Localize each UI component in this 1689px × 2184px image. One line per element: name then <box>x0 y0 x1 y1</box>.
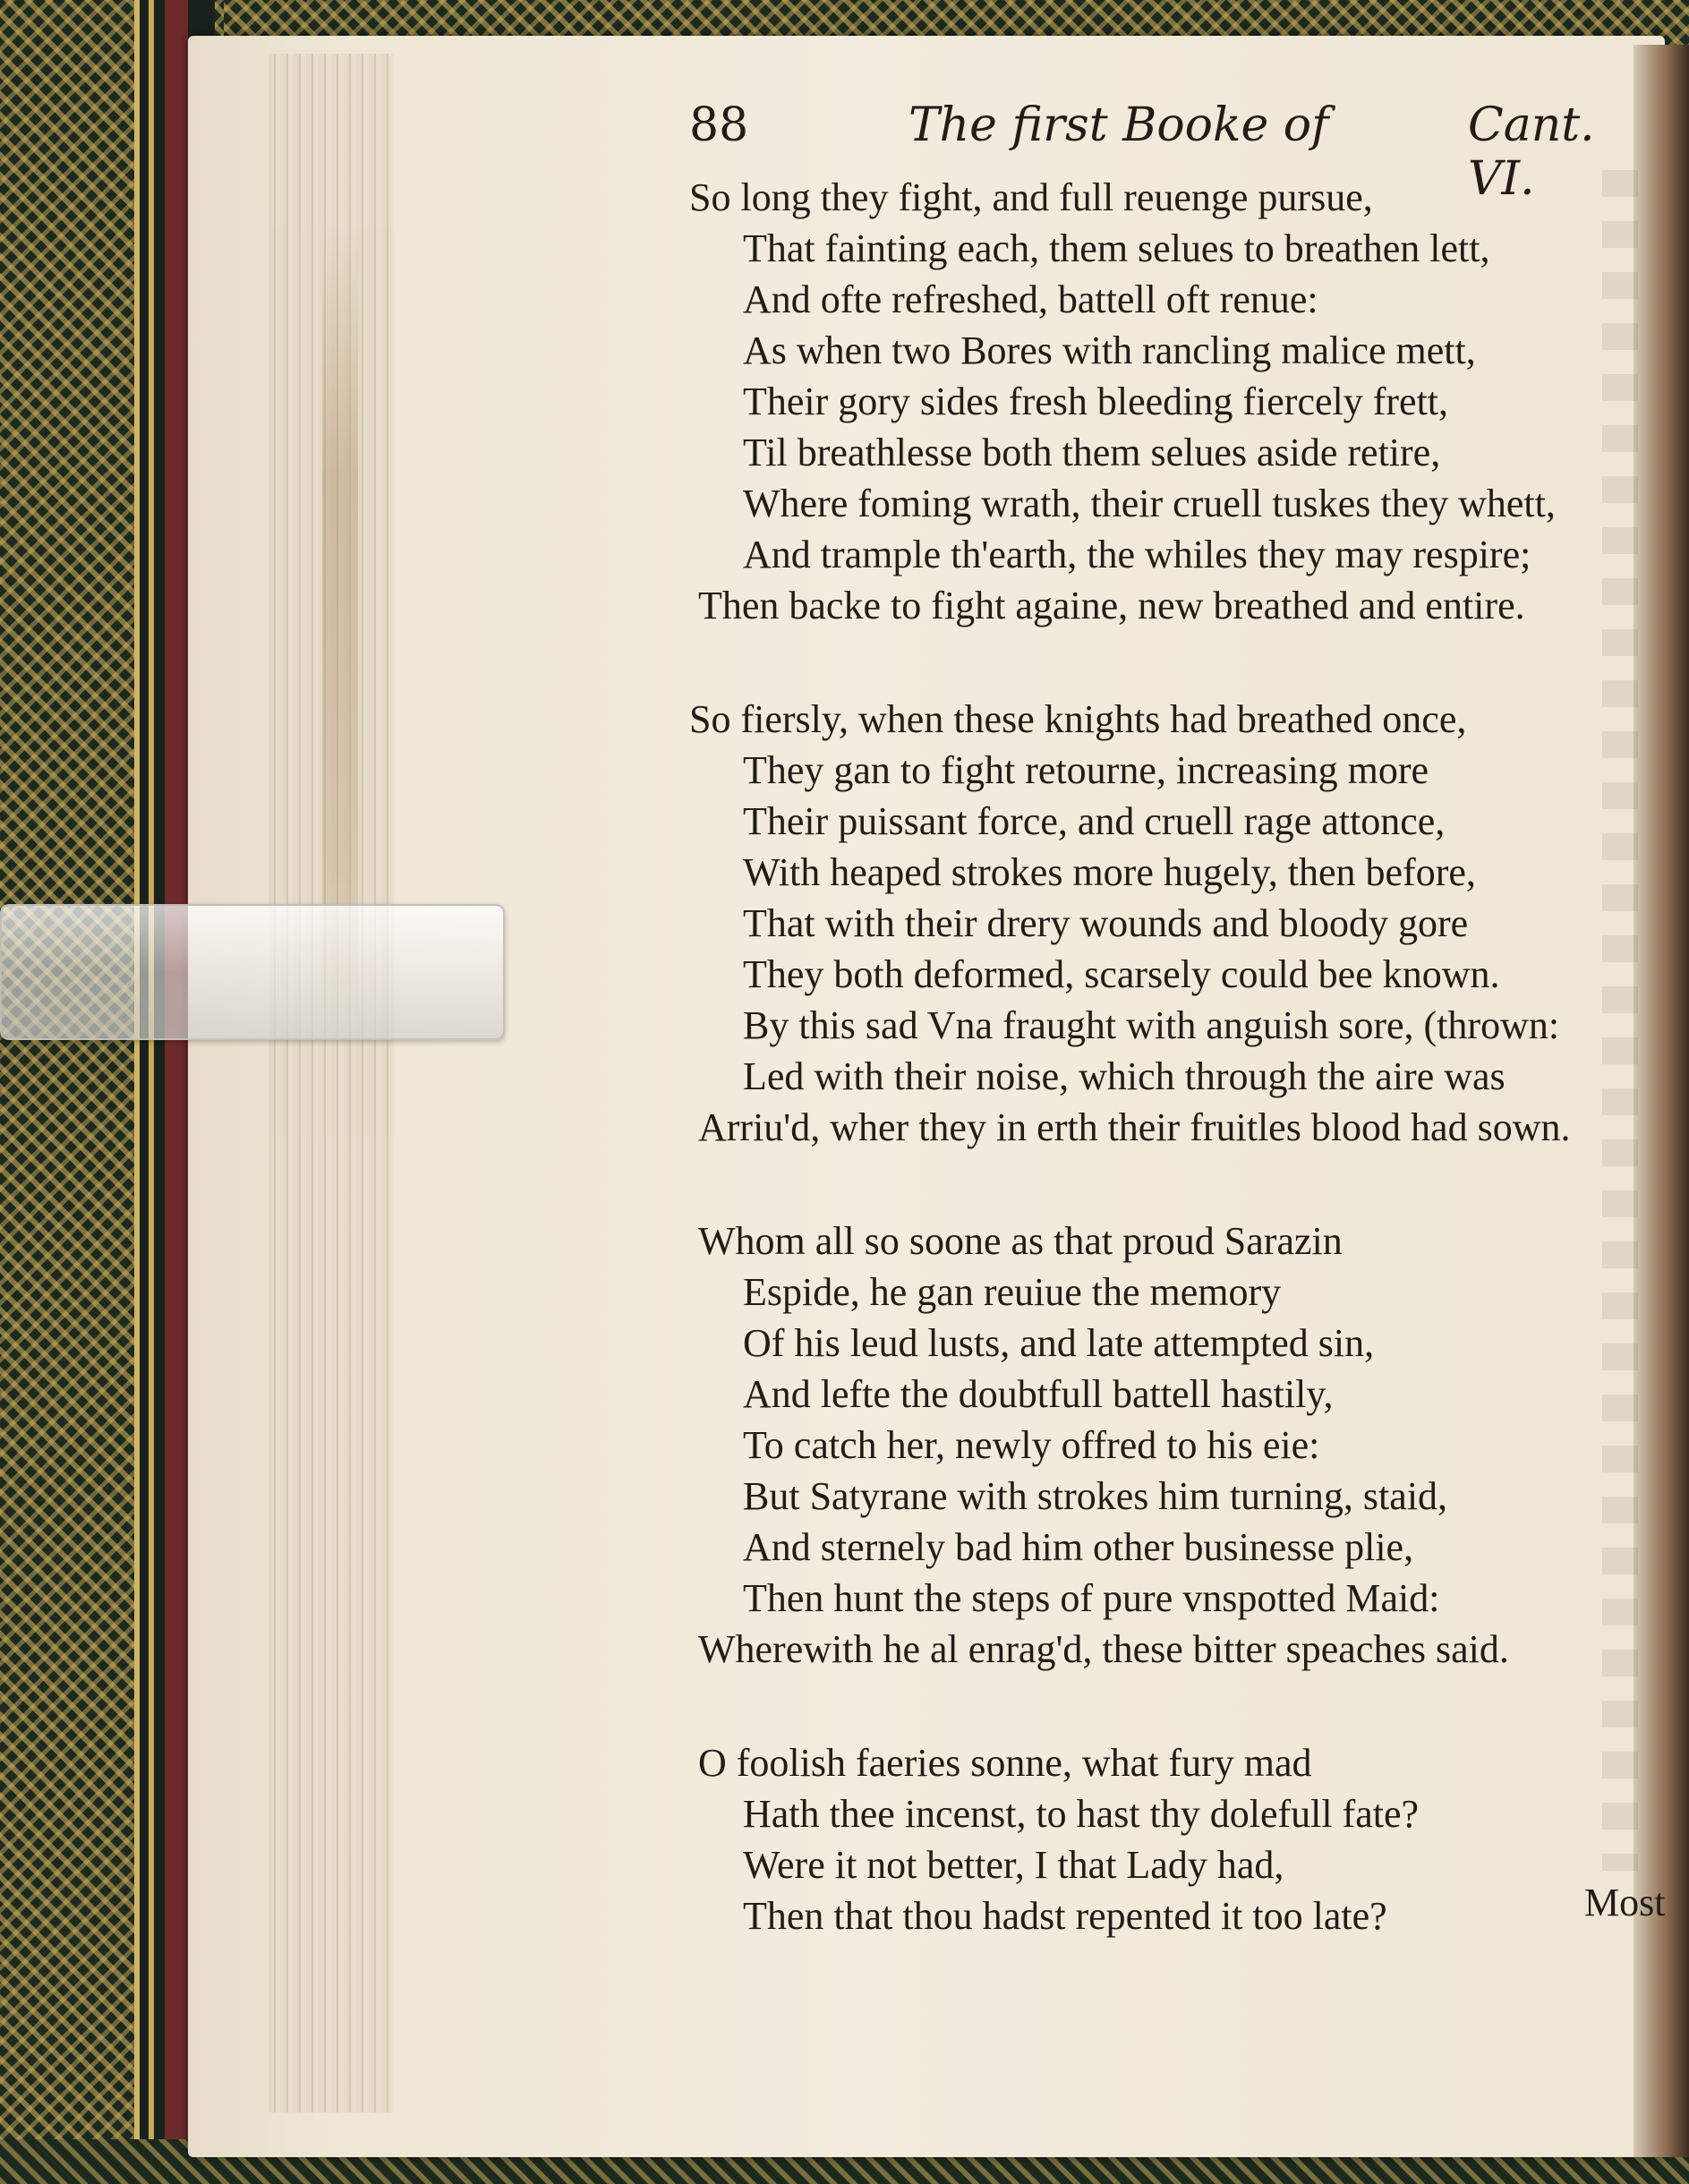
stanza-1 <box>689 172 1656 631</box>
verse-line: Their gory sides fresh bleeding fiercely frett, <box>743 380 1449 423</box>
verse-line: Hath thee incenst, to hast thy dolefull fate? <box>743 1792 1420 1836</box>
verse-line: Whom all so soone as that proud Sarazin <box>698 1219 1343 1263</box>
verse-line: That with their drery wounds and bloody gore <box>743 901 1469 945</box>
verse-line: Led with their noise, which through the aire was <box>743 1054 1506 1098</box>
verse-line: And sternely bad him other businesse plie, <box>743 1525 1414 1569</box>
verse-line: And lefte the doubtfull battell hastily, <box>743 1372 1334 1416</box>
stanza-3 <box>689 1216 1656 1675</box>
page-number: 88 <box>689 98 749 152</box>
stanza-4 <box>689 1737 1656 1941</box>
stanza-2 <box>689 694 1656 1153</box>
verse-line: By this sad Vna fraught with anguish sore, (thrown: <box>743 1003 1560 1047</box>
verse-line: But Satyrane with strokes him turning, staid, <box>743 1474 1448 1518</box>
verse-line: That fainting each, them selues to breathen lett, <box>743 226 1490 270</box>
verse-line: Of his leud lusts, and late attempted sin, <box>743 1321 1375 1365</box>
verse-line: Were it not better, I that Lady had, <box>743 1843 1284 1887</box>
text-block <box>689 98 1656 2004</box>
verse-line: Then that thou hadst repented it too late? <box>743 1894 1387 1938</box>
verse-line: Their puissant force, and cruell rage attonce, <box>743 799 1446 843</box>
catchword: Most <box>1584 1881 1666 1924</box>
verse-line: Til breathlesse both them selues aside retire, <box>743 431 1441 474</box>
verse-line: Espide, he gan reuiue the memory <box>743 1270 1282 1314</box>
verse-line: So long they fight, and full reuenge pursue, <box>689 175 1373 219</box>
verse-line: With heaped strokes more hugely, then before, <box>743 850 1476 894</box>
verse-line: And trample th'earth, the whiles they may respire; <box>743 533 1531 576</box>
verse-line: They both deformed, scarsely could bee known. <box>743 952 1500 996</box>
page-stack-edges <box>269 54 394 2112</box>
verse-line: As when two Bores with rancling malice mett, <box>743 328 1476 372</box>
verse-line: Arriu'd, wher they in erth their fruitles blood had sown. <box>698 1105 1571 1149</box>
verse-line: Then hunt the steps of pure vnspotted Maid: <box>743 1576 1440 1620</box>
page-clip <box>0 904 505 1040</box>
verse-line: And ofte refreshed, battell oft renue: <box>743 277 1318 321</box>
verse-line: Then backe to fight againe, new breathed and entire. <box>698 584 1525 627</box>
running-title: The first Booke of <box>908 98 1329 152</box>
verse-line: So fiersly, when these knights had breathed once, <box>689 697 1467 741</box>
verse-line: Wherewith he al enrag'd, these bitter speaches said. <box>698 1627 1509 1671</box>
verse-line: O foolish faeries sonne, what fury mad <box>698 1741 1312 1785</box>
canto-label: Cant. VI. <box>1468 98 1595 206</box>
verse-line: Where foming wrath, their cruell tuskes they whett, <box>743 482 1556 525</box>
verse-line: They gan to fight retourne, increasing more <box>743 748 1429 792</box>
verse-line: To catch her, newly offred to his eie: <box>743 1423 1320 1467</box>
